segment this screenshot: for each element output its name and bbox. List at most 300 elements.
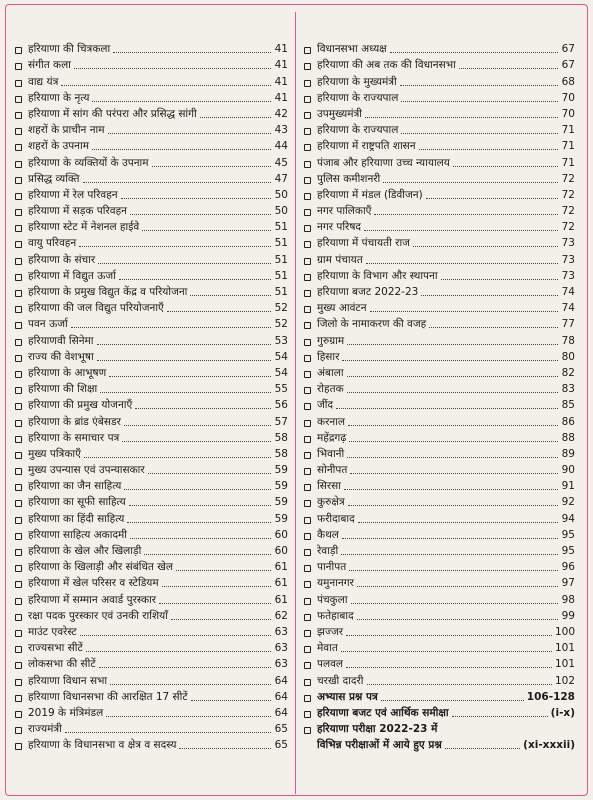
dot-leader [130,538,271,539]
dot-leader [113,52,271,53]
toc-entry-title: अभ्यास प्रश्न पत्र [317,690,378,703]
toc-entry-title: हरियाणा की शिक्षा [28,383,98,396]
toc-entry-title: विधानसभा अध्यक्ष [317,43,387,56]
toc-entry[interactable] [12,461,288,477]
toc-entry[interactable] [301,396,575,412]
dot-leader [350,473,558,474]
dot-leader [400,85,558,86]
checkbox-bullet-icon [304,500,311,507]
dot-leader [127,522,271,523]
toc-entry-page: 44 [274,140,288,153]
dot-leader [401,101,558,102]
toc-entry-title: ग्राम पंचायत [317,253,363,266]
checkbox-bullet-icon [15,581,22,588]
checkbox-bullet-icon [304,274,311,281]
toc-entry-title: पलवल [317,658,344,671]
checkbox-bullet-icon [304,484,311,491]
toc-entry[interactable] [12,623,288,639]
toc-entry[interactable] [301,40,575,56]
toc-entry[interactable] [301,234,575,250]
toc-entry[interactable] [301,267,575,283]
dot-leader [452,716,548,717]
toc-entry[interactable] [301,445,575,461]
toc-entry[interactable] [12,590,288,606]
checkbox-bullet-icon [15,630,22,637]
toc-entry-page: (xi-xxxii) [523,739,575,752]
toc-entry-final[interactable] [301,720,575,752]
toc-entry[interactable] [12,186,288,202]
dot-leader [413,246,558,247]
toc-entry-title: गुरुग्राम [317,334,345,347]
toc-entry-title: हरियाणा विधान सभा [28,674,108,687]
toc-entry[interactable] [301,202,575,218]
checkbox-bullet-icon [15,549,22,556]
toc-entry-title: सिरसा [317,480,341,493]
toc-entry[interactable] [301,331,575,347]
checkbox-bullet-icon [304,614,311,621]
checkbox-bullet-icon [304,452,311,459]
toc-entry[interactable] [12,396,288,412]
dot-leader [357,586,558,587]
checkbox-bullet-icon [304,711,311,718]
toc-entry-title: कैथल [317,528,339,541]
toc-entry-title: रोहतक [317,383,344,396]
checkbox-bullet-icon [304,598,311,605]
toc-entry-page: 71 [561,156,575,169]
toc-entry[interactable] [301,299,575,315]
toc-entry[interactable] [301,639,575,655]
toc-entry-title: हरियाणा में विद्युत ऊर्जा [28,269,116,282]
toc-entry-page: 61 [274,577,288,590]
toc-entry-page: 59 [274,496,288,509]
toc-entry-title: हरियाणा का हिंदी साहित्य [28,512,125,525]
toc-entry-title: हरियाणा स्टेट में नेशनल हाईवे [28,221,140,234]
checkbox-bullet-icon [15,63,22,70]
toc-entry-title: जिलो के नामाकरण की वजह [317,318,427,331]
toc-entry[interactable] [12,493,288,509]
checkbox-bullet-icon [304,630,311,637]
toc-entry[interactable] [12,720,288,736]
toc-entry-title: संगीत कला [28,59,71,72]
toc-entry-page: 72 [561,221,575,234]
toc-entry-title: हरियाणा के संचार [28,253,96,266]
toc-entry[interactable] [301,89,575,105]
toc-entry-page: 73 [561,269,575,282]
checkbox-bullet-icon [304,371,311,378]
dot-leader [119,279,271,280]
toc-entry-title: हरियाणा के राज्यपाल [317,91,399,104]
toc-entry[interactable] [12,348,288,364]
toc-entry[interactable] [12,105,288,121]
toc-entry-page: 89 [561,447,575,460]
toc-entry[interactable] [12,56,288,72]
toc-entry[interactable] [301,493,575,509]
toc-entry-title: हरियाणा की अब तक की विधानसभा [317,59,456,72]
dot-leader [347,457,558,458]
toc-entry[interactable] [12,153,288,169]
dot-leader [347,392,558,393]
toc-entry-page: 95 [561,545,575,557]
toc-entry[interactable] [301,607,575,623]
dot-leader [142,230,271,231]
toc-entry[interactable] [12,202,288,218]
dot-leader [341,651,552,652]
checkbox-bullet-icon [15,144,22,151]
toc-entry[interactable] [12,364,288,380]
toc-entry-page: 58 [274,431,288,444]
dot-leader [349,570,558,571]
toc-entry-page: 59 [274,480,288,493]
toc-entry[interactable] [12,72,288,88]
toc-entry-title: हरियाणा के राज्यपाल [317,124,399,137]
checkbox-bullet-icon [15,484,22,491]
toc-entry-title: हरियाणा की चित्रकला [28,43,111,56]
checkbox-bullet-icon [15,128,22,135]
toc-entry-page: 60 [274,528,288,541]
dot-leader [71,327,271,328]
toc-entry[interactable] [12,170,288,186]
toc-entry[interactable] [301,137,575,153]
dot-leader [124,489,271,490]
checkbox-bullet-icon [304,468,311,475]
dot-leader [349,441,558,442]
toc-entry-page: 55 [274,383,288,396]
checkbox-bullet-icon [15,161,22,168]
toc-entry[interactable] [12,671,288,687]
toc-entry[interactable] [301,526,575,542]
toc-entry[interactable] [301,477,575,493]
toc-entry-page: 51 [274,221,288,234]
toc-entry[interactable] [301,688,575,704]
checkbox-bullet-icon [304,306,311,313]
toc-entry-page: 51 [274,286,288,298]
toc-entry-page: 100 [554,625,575,638]
toc-entry-title: उपमुख्यमंत्री [317,107,363,120]
dot-leader [364,230,558,231]
toc-entry[interactable] [12,526,288,542]
dot-leader [79,246,271,247]
toc-entry[interactable] [12,429,288,445]
toc-entry[interactable] [12,445,288,461]
checkbox-bullet-icon [304,47,311,54]
toc-entry-title: पवन ऊर्जा [28,318,68,331]
checkbox-bullet-icon [304,436,311,443]
checkbox-bullet-icon [304,209,311,216]
dot-leader [121,198,271,199]
checkbox-bullet-icon [15,290,22,297]
dot-leader [347,344,558,345]
checkbox-bullet-icon [15,436,22,443]
toc-entry-title: हरियाणा में रेल परिवहन [28,188,118,201]
toc-entry-title: हरियाणा के आभूषण [28,366,107,379]
checkbox-bullet-icon [304,177,311,184]
dot-leader [97,344,271,345]
toc-entry-page: 56 [274,399,288,412]
toc-entry[interactable] [12,283,288,299]
dot-leader [130,214,271,215]
checkbox-bullet-icon [15,743,22,750]
toc-entry[interactable] [12,542,288,558]
toc-entry-page: 71 [561,140,575,153]
checkbox-bullet-icon [304,290,311,297]
toc-entry-page: 52 [274,302,288,315]
dot-leader [347,376,558,377]
checkbox-bullet-icon [15,695,22,702]
toc-entry-title: पुलिस कमीशनरी [317,172,381,185]
dot-leader [135,408,271,409]
toc-entry[interactable] [301,218,575,234]
dot-leader [426,198,558,199]
toc-entry-title: हरियाणा के मुख्यमंत्री [317,75,397,88]
toc-entry[interactable] [301,704,575,720]
checkbox-bullet-icon [15,711,22,718]
checkbox-bullet-icon [15,96,22,103]
toc-entry-title: हरियाणा में सम्मान अवार्ड पुरस्कार [28,593,157,606]
toc-entry-page: 50 [274,188,288,201]
toc-entry-page: 82 [561,366,575,379]
toc-entry[interactable] [301,170,575,186]
dot-leader [367,684,552,685]
checkbox-bullet-icon [15,500,22,507]
dot-leader [191,700,271,701]
checkbox-bullet-icon [15,209,22,216]
toc-entry-page: 72 [561,205,575,218]
toc-entry-page: 92 [561,496,575,509]
toc-entry[interactable] [12,40,288,56]
toc-entry[interactable] [301,72,575,88]
toc-entry-page: 70 [561,107,575,120]
toc-entry[interactable] [12,477,288,493]
dot-leader [401,133,558,134]
dot-leader [98,263,271,264]
checkbox-bullet-icon [304,144,311,151]
dot-leader [370,311,558,312]
toc-entry[interactable] [301,558,575,574]
toc-entry[interactable] [12,137,288,153]
toc-entry[interactable] [301,348,575,364]
toc-entry-page: 61 [274,593,288,606]
toc-entry[interactable] [12,639,288,655]
toc-entry-title: हरियाणा में सड़क परिवहन [28,205,128,218]
dot-leader [346,667,552,668]
dot-leader [124,425,271,426]
toc-entry-title: कुरुक्षेत्र [317,496,345,509]
checkbox-bullet-icon [15,258,22,265]
toc-entry[interactable] [12,250,288,266]
checkbox-bullet-icon [304,420,311,427]
toc-entry-page: 58 [274,447,288,460]
checkbox-bullet-icon [15,420,22,427]
toc-entry[interactable] [12,234,288,250]
dot-leader [162,586,271,587]
toc-entry-page: 72 [561,188,575,201]
checkbox-bullet-icon [15,339,22,346]
checkbox-bullet-icon [304,322,311,329]
dot-leader [106,716,271,717]
dot-leader [65,732,271,733]
toc-entry[interactable] [301,153,575,169]
toc-entry-page: 51 [274,237,288,250]
toc-entry-title: हरियाणा की प्रमुख योजनाएँ [28,399,133,412]
toc-entry-title: हरियाणा में मंडल (डिवीजन) [317,188,423,201]
toc-entry-page: 53 [274,334,288,347]
toc-entry-page: 63 [274,658,288,671]
toc-entry-title: पानीपत [317,561,347,574]
checkbox-bullet-icon [304,662,311,669]
toc-entry[interactable] [12,380,288,396]
toc-entry-title: हरियाणा में खेल परिसर व स्टेडियम [28,577,159,590]
toc-entry[interactable] [301,315,575,331]
toc-entry-title: प्रसिद्ध व्यक्ति [28,172,80,185]
toc-entry-page: 95 [561,528,575,541]
toc-entry[interactable] [12,607,288,623]
toc-entry-title: महेंद्रगढ़ [317,431,347,444]
dot-leader [445,748,520,749]
toc-entry-title: हरियाणा का जैन साहित्य [28,480,122,493]
toc-entry[interactable] [12,121,288,137]
toc-entry-title: हरियाणा के खेल और खिलाड़ी [28,545,142,557]
toc-entry[interactable] [12,412,288,428]
checkbox-bullet-icon [304,517,311,524]
toc-entry-page: 67 [561,43,575,56]
toc-entry[interactable] [301,671,575,687]
toc-entry-title: चरखी दादरी [317,674,364,687]
toc-entry-title: राज्यसभा सीटें [28,642,83,655]
toc-entry[interactable] [12,267,288,283]
toc-entry-page: 68 [561,75,575,88]
toc-entry[interactable] [12,315,288,331]
toc-entry[interactable] [301,121,575,137]
toc-entry-title: हरियाणा की जल विद्युत परियोजनाएँ [28,302,164,315]
checkbox-bullet-icon [304,112,311,119]
checkbox-bullet-icon [304,679,311,686]
toc-entry[interactable] [12,509,288,525]
checkbox-bullet-icon [15,80,22,87]
toc-entry-page: 101 [554,642,575,655]
checkbox-bullet-icon [15,646,22,653]
toc-entry[interactable] [12,299,288,315]
toc-entry[interactable] [301,623,575,639]
dot-leader [366,263,558,264]
toc-entry[interactable] [301,105,575,121]
toc-entry-page: 99 [561,609,575,622]
dot-leader [365,117,558,118]
checkbox-bullet-icon [15,241,22,248]
dot-leader [92,149,271,150]
toc-entry-title: हरियाणा के नृत्य [28,91,90,104]
toc-entry[interactable] [301,655,575,671]
toc-entry[interactable] [301,542,575,558]
toc-entry-page: 60 [274,545,288,557]
toc-entry[interactable] [301,412,575,428]
toc-entry-title: हरियाणा के समाचार पत्र [28,431,120,444]
toc-entry-page: 72 [561,172,575,185]
toc-entry-title: हिसार [317,350,340,363]
toc-entry-title: फरीदाबाद [317,512,355,525]
checkbox-bullet-icon [15,662,22,669]
toc-entry[interactable] [301,56,575,72]
toc-entry[interactable] [301,283,575,299]
checkbox-bullet-icon [15,322,22,329]
dot-leader [171,619,271,620]
toc-entry[interactable] [12,574,288,590]
toc-entry[interactable] [12,331,288,347]
toc-entry-page: 59 [274,512,288,525]
toc-entry[interactable] [301,250,575,266]
toc-entry[interactable] [12,736,288,752]
dot-leader [390,52,558,53]
toc-entry-page: 90 [561,464,575,477]
toc-entry-title: मेवात [317,642,338,655]
toc-entry[interactable] [12,704,288,720]
checkbox-bullet-icon [15,193,22,200]
toc-entry[interactable] [301,186,575,202]
toc-entry-title: रेवाड़ी [317,545,339,557]
toc-entry-page: 74 [561,302,575,315]
dot-leader [453,166,558,167]
checkbox-bullet-icon [15,614,22,621]
dot-leader [109,376,271,377]
toc-entry[interactable] [12,558,288,574]
toc-entry[interactable] [301,574,575,590]
toc-entry-page: 67 [561,59,575,72]
toc-entry-page: 91 [561,480,575,493]
toc-left-column [12,40,288,752]
toc-entry-page: 42 [274,107,288,120]
checkbox-bullet-icon [304,161,311,168]
toc-entry-page: 70 [561,91,575,104]
checkbox-bullet-icon [304,565,311,572]
toc-entry-title: हरियाणा के खिलाड़ी और संबंधित खेल [28,561,173,574]
toc-entry-title: हरियाणवी सिनेमा [28,334,94,347]
toc-entry-title: नगर परिषद [317,221,361,234]
toc-entry[interactable] [12,89,288,105]
toc-entry[interactable] [301,380,575,396]
toc-entry-page: 51 [274,269,288,282]
toc-entry[interactable] [12,688,288,704]
checkbox-bullet-icon [304,355,311,362]
dot-leader [179,748,271,749]
toc-entry-title: यमुनानगर [317,577,354,590]
toc-entry-page: 41 [274,75,288,88]
toc-entry-page: 101 [554,658,575,671]
checkbox-bullet-icon [304,339,311,346]
toc-entry-page: 47 [274,172,288,185]
checkbox-bullet-icon [304,646,311,653]
toc-entry-title: लोकसभा की सीटें [28,658,96,671]
dot-leader [92,101,271,102]
dot-leader [122,441,271,442]
toc-entry[interactable] [301,590,575,606]
toc-entry[interactable] [301,461,575,477]
checkbox-bullet-icon [304,193,311,200]
toc-entry-page: 74 [561,286,575,298]
toc-entry[interactable] [301,364,575,380]
checkbox-bullet-icon [15,517,22,524]
toc-entry-title: मुख्य आवंटन [317,302,367,315]
checkbox-bullet-icon [15,306,22,313]
dot-leader [97,360,271,361]
toc-entry[interactable] [301,509,575,525]
dot-leader [144,554,271,555]
dot-leader [200,117,271,118]
toc-entry[interactable] [12,218,288,234]
dot-leader [342,360,558,361]
toc-entry[interactable] [301,429,575,445]
toc-entry[interactable] [12,655,288,671]
checkbox-bullet-icon [304,225,311,232]
dot-leader [100,392,271,393]
